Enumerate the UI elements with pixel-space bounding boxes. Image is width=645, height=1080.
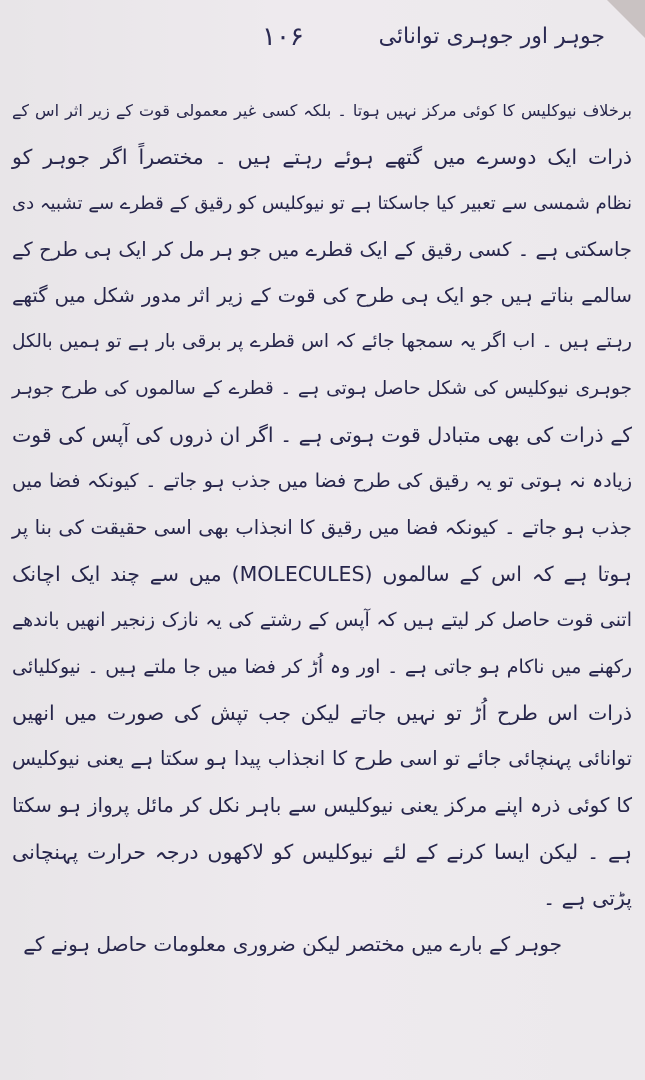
text-line: ذرات ایک دوسرے میں گتھے ہوئے رہتے ہیں ۔ مختصراً اگر جوہر کو — [12, 145, 632, 170]
text-line: نظام شمسی سے تعبیر کیا جاسکتا ہے تو نیوکلیس کو رقیق کے قطرے سے تشبیہ دی — [12, 192, 632, 214]
text-line: کے ذرات کی بھی متبادل قوت ہوتی ہے ۔ اگر ان ذروں کی آپس کی قوت — [12, 423, 632, 448]
text-line: جوہر کے بارے میں مختصر لیکن ضروری معلومات حاصل ہونے کے — [23, 932, 562, 957]
text-line: جذب ہو جاتے ۔ کیونکہ فضا میں رقیق کا انجذاب بھی اسی حقیقت کی بنا پر — [12, 515, 632, 539]
text-line: برخلاف نیوکلیس کا کوئی مرکز نہیں ہوتا ۔ بلکہ کسی غیر معمولی قوت کے زیر اثر اس کے — [12, 101, 632, 120]
text-line: کا کوئی ذرہ اپنے مرکز یعنی نیوکلیس سے باہر نکل کر مائل پرواز ہو سکتا — [12, 793, 632, 818]
running-title: جوہر اور جوہری توانائی — [378, 24, 605, 49]
body-text — [12, 88, 632, 968]
text-line: جوہری نیوکلیس کی شکل حاصل ہوتی ہے ۔ قطرے کے سالموں کی طرح جوہر — [12, 377, 632, 399]
text-line: سالمے بناتے ہیں جو ایک ہی طرح کی قوت کے زیر اثر مدور شکل میں گتھے — [12, 284, 632, 308]
text-line: پڑتی ہے ۔ — [543, 886, 632, 911]
text-line: رکھنے میں ناکام ہو جاتی ہے ۔ اور وہ اُڑ کر فضا میں جا ملتے ہیں ۔ نیوکلیائی — [12, 655, 632, 678]
text-line: توانائی پہنچائی جائے تو اسی طرح کا انجذاب پیدا ہو سکتا ہے یعنی نیوکلیس — [12, 747, 632, 771]
text-line: ہوتا ہے کہ اس کے سالموں (MOLECULES) میں سے چند ایک اچانک — [12, 561, 633, 586]
text-line: اتنی قوت حاصل کر لیتے ہیں کہ آپس کے رشتے کی یہ نازک زنجیر انھیں باندھے — [12, 609, 632, 632]
page-header — [0, 22, 645, 62]
text-line: زیادہ نہ ہوتی تو یہ رقیق کی طرح فضا میں جذب ہو جاتے ۔ کیونکہ فضا میں — [12, 470, 632, 493]
text-line: ہے ۔ لیکن ایسا کرنے کے لئے نیوکلیس کو لاکھوں درجہ حرارت پہنچانی — [12, 839, 632, 864]
text-line: ذرات اس طرح اُڑ تو نہیں جاتے لیکن جب تپش کی صورت میں انھیں — [12, 700, 632, 725]
text-line: جاسکتی ہے ۔ کسی رقیق کے ایک قطرے میں جو ہر مل کر ایک ہی طرح کے — [12, 237, 632, 261]
text-line: رہتے ہیں ۔ اب اگر یہ سمجھا جائے کہ اس قطرے پر برقی بار ہے تو ہمیں بالکل — [12, 331, 632, 353]
page-number: ۱۰۶ — [262, 22, 304, 52]
